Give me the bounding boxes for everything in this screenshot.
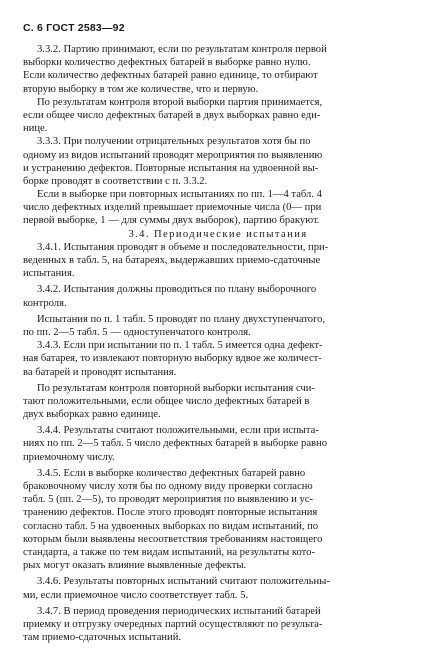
text-line: 3.4.5. Если в выборке количество дефектных батарей равно xyxy=(37,467,306,479)
text-line: если общее число дефектных батарей в двух выборках равно еди- xyxy=(23,109,321,121)
text-line: контроля. xyxy=(23,297,67,309)
text-line: которым были выявлены несоответствия требованиям настоящего xyxy=(23,533,323,545)
text-line: 3.4.2. Испытания должны проводиться по плану выборочного xyxy=(37,284,317,296)
text-line: По результатам контроля второй выборки партия принимается, xyxy=(37,96,323,108)
text-line: Если количество дефектных батарей равно единице, то отбирают xyxy=(23,70,318,82)
text-line: ная батарея, то извлекают повторную выборку вдвое же количест- xyxy=(23,353,322,365)
text-line: и устранению дефектов. Повторные испытания на удвоенной вы- xyxy=(23,162,319,174)
text-line: ва батарей и проводят испытания. xyxy=(23,366,177,378)
text-line: 3.3.2. Партию принимают, если по результатам контроля первой xyxy=(37,44,327,55)
text-line: выборки количество дефектных батарей в выборке равно нулю. xyxy=(23,57,311,69)
text-line: Испытания по п. 1 табл. 5 проводят по плану двухступенчатого, xyxy=(37,313,326,325)
text-line: по пп. 2—5 табл. 5 — одноступенчатого контроля. xyxy=(23,326,251,338)
text-line: ниях по пп. 2—5 табл. 5 число дефектных батарей в выборке равно xyxy=(23,438,327,450)
text-line: приемку и отгрузку очередных партий осуществляют по результа- xyxy=(23,618,323,630)
text-line: вторую выборку в том же количестве, что и первую. xyxy=(23,83,259,95)
text-line: двух выборках равно единице. xyxy=(23,409,161,421)
text-line: 3.3.3. При получении отрицательных результатов хотя бы по xyxy=(37,136,311,148)
text-line: 3.4.1. Испытания проводят в объеме и последовательности, при- xyxy=(37,241,329,253)
text-line: одному из видов испытаний проводят мероприятия по выявлению xyxy=(23,149,323,161)
text-line: рых могут оказать влияние выявленные дефекты. xyxy=(23,560,247,572)
section-heading: 3.4. Периодические испытания xyxy=(128,228,308,240)
text-line: ми, если приемочное число соответствует табл. 5. xyxy=(23,589,249,601)
text-line: Если в выборке при повторных испытаниях по пп. 1—4 табл. 4 xyxy=(37,189,322,201)
text-line: там приемо-сдаточных испытаний. xyxy=(23,632,182,644)
text-line: транению дефектов. После этого проводят повторные испытания xyxy=(23,507,318,519)
text-line: тают положительными, если общее число дефектных батарей в xyxy=(23,395,310,407)
text-line: 3.4.3. Если при испытании по п. 1 табл. 5 имеется одна дефект- xyxy=(37,340,323,352)
text-line: испытания. xyxy=(23,268,75,280)
text-line: число дефектных изделий превышает приемочные числа (0— при xyxy=(23,202,322,214)
text-line: табл. 5 (пп. 2—5), то проводят мероприятия по выявлению и ус- xyxy=(23,494,313,506)
text-line: приемочному числу. xyxy=(23,451,115,463)
text-line: 3.4.4. Результаты считают положительными, если при испыта- xyxy=(37,425,319,437)
document-body xyxy=(23,43,413,644)
text-line: По результатам контроля повторной выборки испытания счи- xyxy=(37,382,315,394)
text-line: первой выборке, 1 — для суммы двух выборок), партию бракуют. xyxy=(23,215,320,227)
text-line: стандарта, а также по тем видам испытаний, на результаты кото- xyxy=(23,546,315,558)
page-header: С. 6 ГОСТ 2583—92 xyxy=(23,22,125,34)
text-line: веденных в табл. 5, на батареях, выдержавших приемо-сдаточные xyxy=(23,255,321,266)
text-line: 3.4.7. В период проведения периодических испытаний батарей xyxy=(37,605,321,617)
text-line: борке проводят в соответствии с п. 3.3.2. xyxy=(23,175,208,187)
text-line: браковочному числу хотя бы по одному виду проверки согласно xyxy=(23,481,313,492)
text-line: согласно табл. 5 на удвоенных выборках по видам испытаний, по xyxy=(23,520,319,532)
text-line: нице. xyxy=(23,123,48,135)
text-line: 3.4.6. Результаты повторных испытаний считают положительны- xyxy=(37,576,330,588)
